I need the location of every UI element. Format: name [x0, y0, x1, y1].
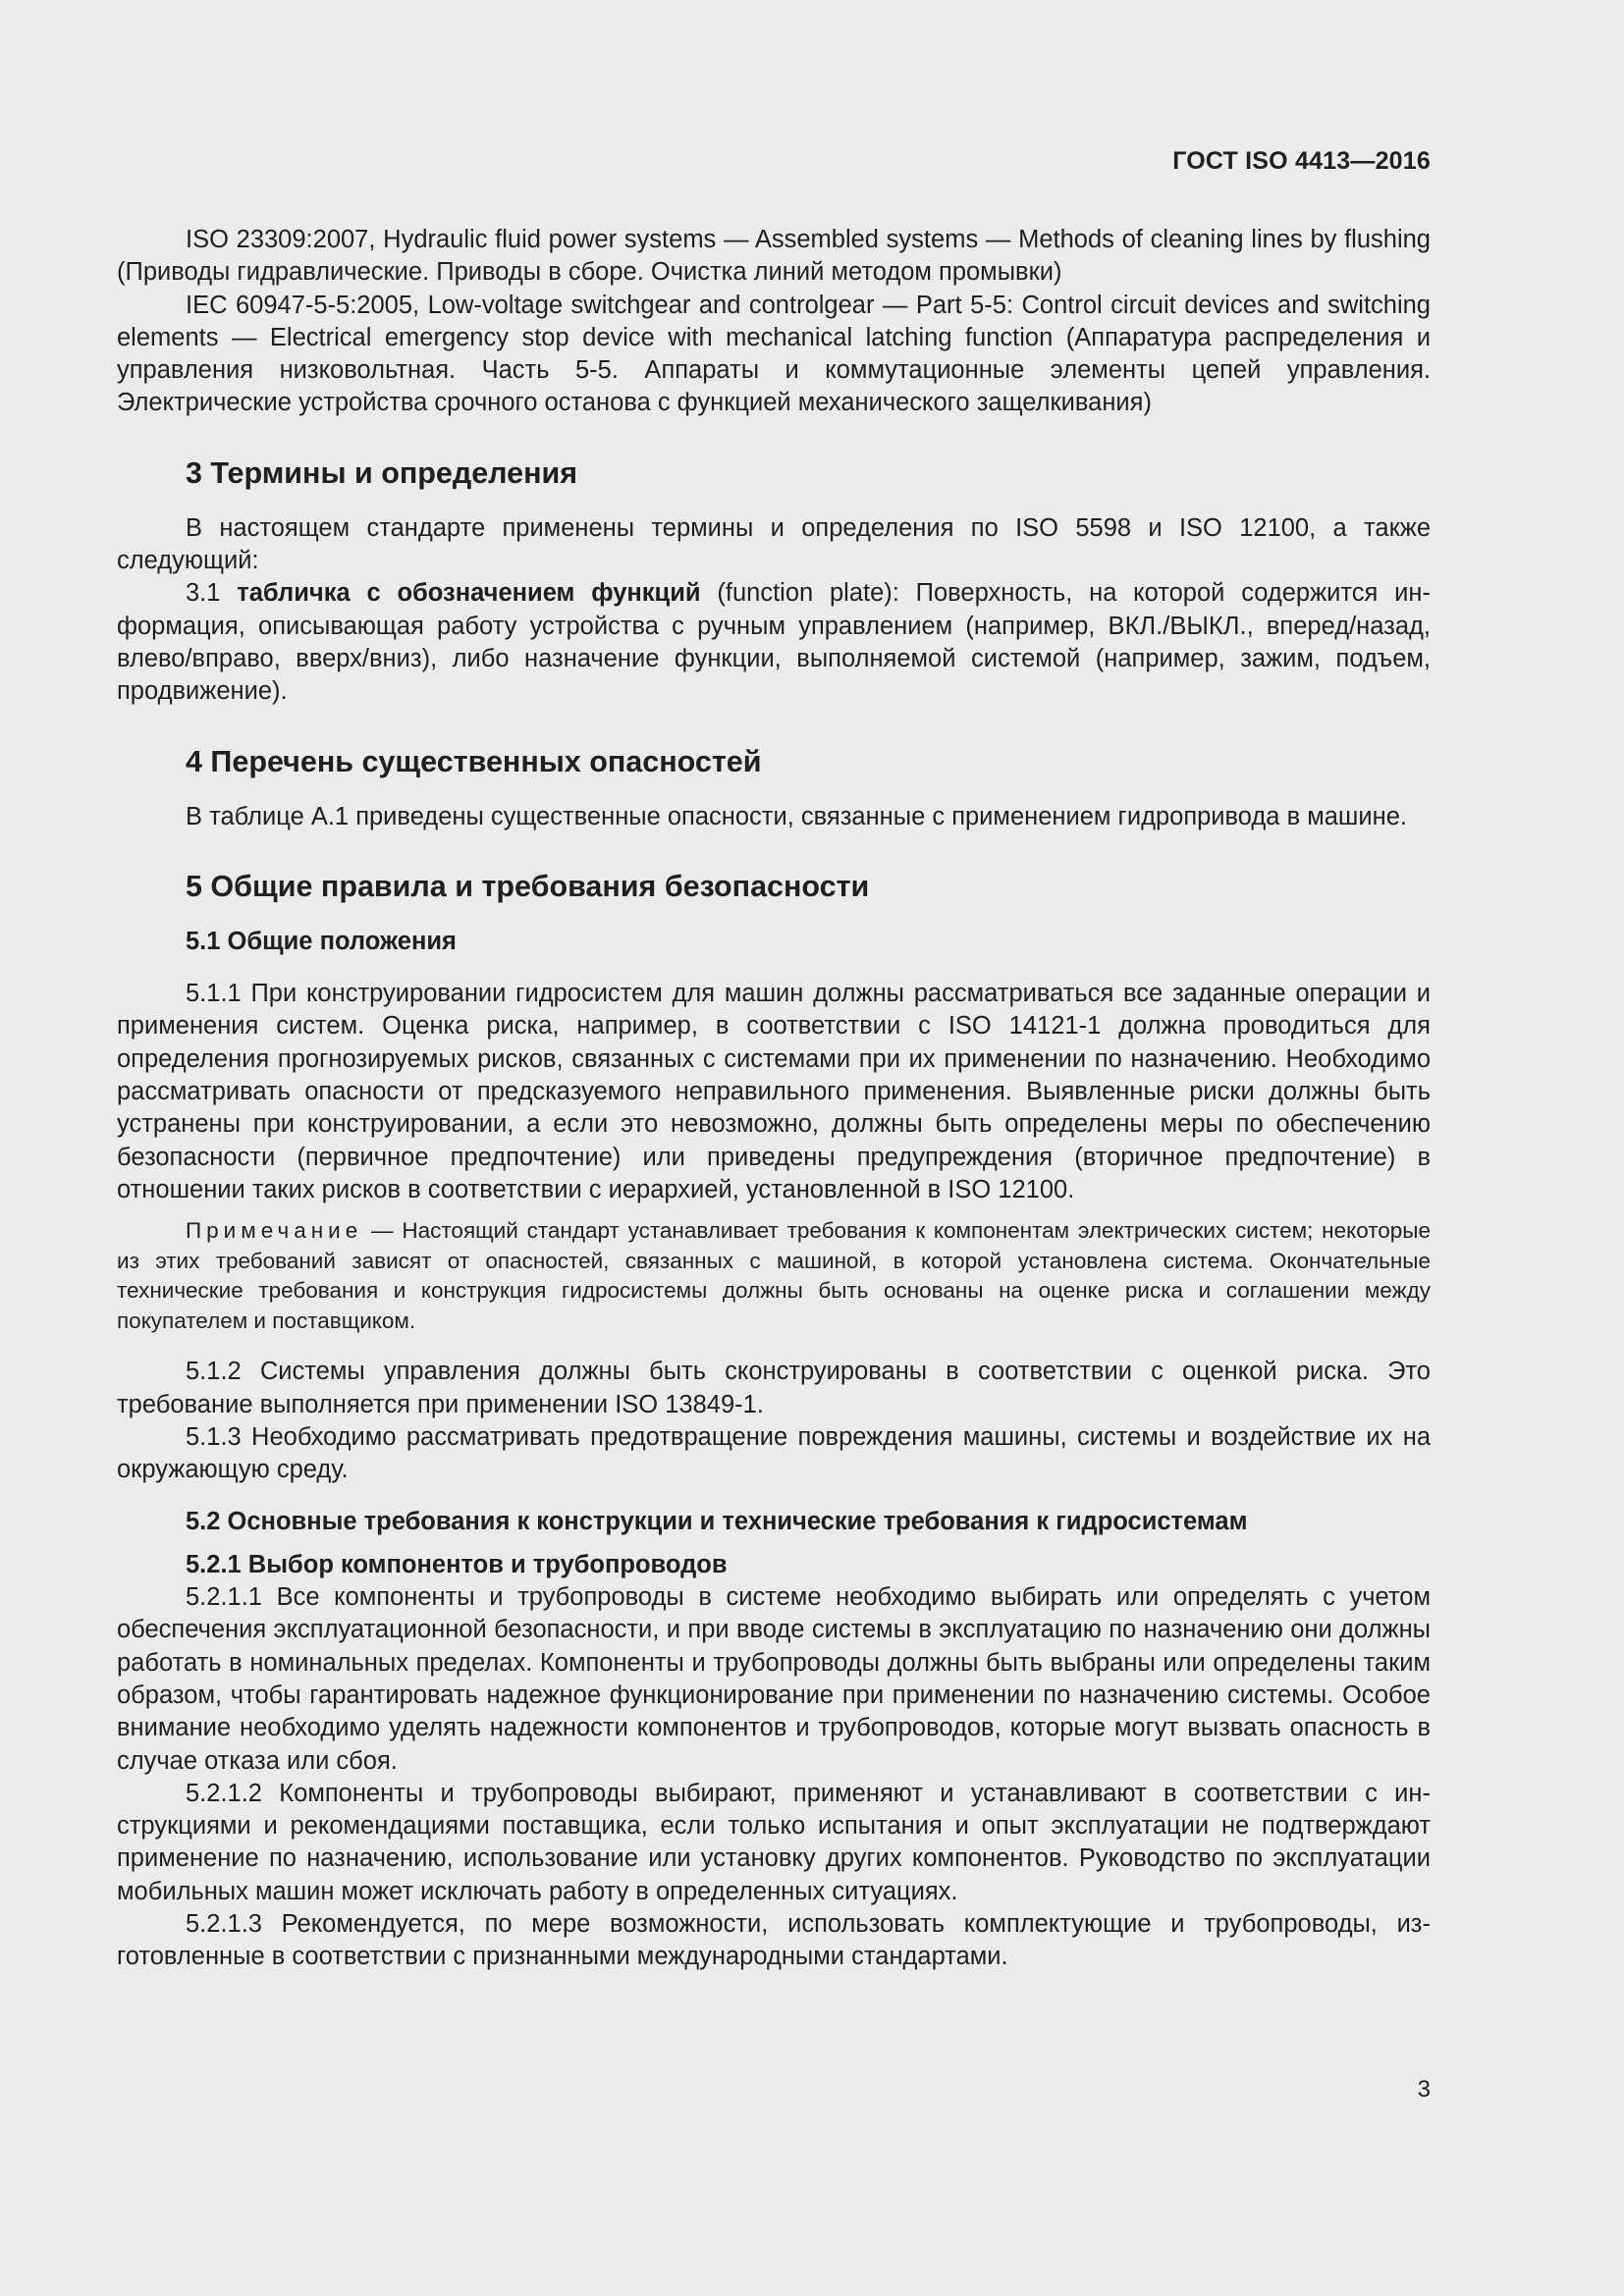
term-definition: (function plate): Поверхность, на которой содержится информация, описывающая работу устройства с ручным управлением (например, ВКЛ./ВЫКЛ., вперед/назад, влево/вправо, вверх/вниз), либо назначение функции, выполняемой системой (например, зажим, подъем, продвижение). [117, 579, 1431, 706]
paragraph-5-1-1: 5.1.1 При конструировании гидросистем для машин должны рассматриваться все заданные операции и применения систем. Оценка риска, например, в соответствии с ISO 14121-1 должна проводиться для определения прогнозируемых рисков, связанных с системами при их применении по назначению. Необходимо рассматривать опасности от предсказуемого неправильного применения. Выявленные риски должны быть устранены при конструировании, а если это невозможно, должны быть определены меры по обеспечению безопасности (первичное предпочтение) или приведены предупреждения (вторичное предпочтение) в отношении таких рисков в соответствии с иерархией, установленной в ISO 12100. [117, 980, 1431, 1203]
section-5-title: 5 Общие правила и требования безопасности [186, 869, 870, 903]
page-number: 3 [1417, 2076, 1431, 2103]
standard-code-header: ГОСТ ISO 4413—2016 [1172, 147, 1431, 175]
section-3-intro: В настоящем стандарте применены термины и определения по ISO 5598 и ISO 12100, а также следующий: [117, 513, 1431, 575]
document-page [117, 0, 1431, 2296]
note-text: — Настоящий стандарт устанавливает требования к компонентам электрических систем; некоторые из этих требований зависят от опасностей, связанных с машиной, в которой установлена система. Окончательные технические требования и конструкция гидросистемы должны быть основаны на оценке риска и соглашении между покупателем и поставщиком. [117, 1218, 1431, 1333]
note-label: Примечание [186, 1218, 363, 1244]
section-5-1-title: 5.1 Общие положения [186, 927, 457, 955]
paragraph-5-2-1-2: 5.2.1.2 Компоненты и трубопроводы выбирают, применяют и устанавливают в соответствии с инструкциями и рекомендациями поставщика, если только испытания и опыт эксплуатации не подтверждают применение по назначению, использование или установку других компонентов. Руководство по эксплуатации мобильных машин может исключать работу в определенных ситуациях. [117, 1779, 1431, 1905]
paragraph-5-1-2: 5.1.2 Системы управления должны быть сконструированы в соответствии с оценкой риска. Это требование выполняется при применении ISO 13849-1. [117, 1358, 1431, 1418]
paragraph-5-2-1-3: 5.2.1.3 Рекомендуется, по мере возможности, использовать комплектующие и трубопроводы, изготовленные в соответствии с признанными международными стандартами. [117, 1909, 1431, 1971]
reference-iec-60947: IEC 60947-5-5:2005, Low-voltage switchgear and controlgear — Part 5-5: Control circuit devices and switching elements — Electrical emergency stop device with mechanical latching function (Аппаратура распределения и управления низковольтная. Часть 5-5. Аппараты и коммутационные элементы цепей управления. Электрические устройства срочного останова с функцией механического защелкивания) [117, 291, 1431, 417]
term-number: 3.1 [186, 579, 221, 608]
section-4-title: 4 Перечень существенных опасностей [186, 744, 762, 778]
paragraph-5-1-3: 5.1.3 Необходимо рассматривать предотвращение повреждения машины, системы и воздействие их на окружающую среду. [117, 1422, 1431, 1484]
section-4-text: В таблице А.1 приведены существенные опасности, связанные с применением гидропривода в машине. [186, 802, 1407, 830]
note-5-1-1 [117, 1216, 1431, 1336]
page-content [117, 224, 1431, 1974]
term-name: табличка с обозначением функций [237, 579, 701, 608]
paragraph-5-2-1-1: 5.2.1.1 Все компоненты и трубопроводы в системе необходимо выбирать или определять с учетом обеспечения эксплуатационной безопасности, и при вводе системы в эксплуатацию по назначению они должны работать в номинальных пределах. Компоненты и трубопроводы должны быть выбраны или определены таким образом, чтобы гарантировать надежное функционирование при применении по назначению системы. Особое внимание необходимо уделять надежности компонентов и трубопроводов, которые могут вызвать опасность в случае отказа или сбоя. [117, 1583, 1431, 1775]
reference-iso-23309: ISO 23309:2007, Hydraulic fluid power systems — Assembled systems — Methods of cleaning lines by flushing (Приводы гидравлические. Приводы в сборе. Очистка линий методом промывки) [117, 226, 1431, 287]
section-3-title: 3 Термины и определения [186, 455, 578, 490]
term-3-1 [117, 577, 1431, 708]
section-5-2-1-title: 5.2.1 Выбор компонентов и трубопроводов [186, 1550, 728, 1578]
section-5-2-title: 5.2 Основные требования к конструкции и технические требования к гидросистемам [186, 1508, 1248, 1536]
